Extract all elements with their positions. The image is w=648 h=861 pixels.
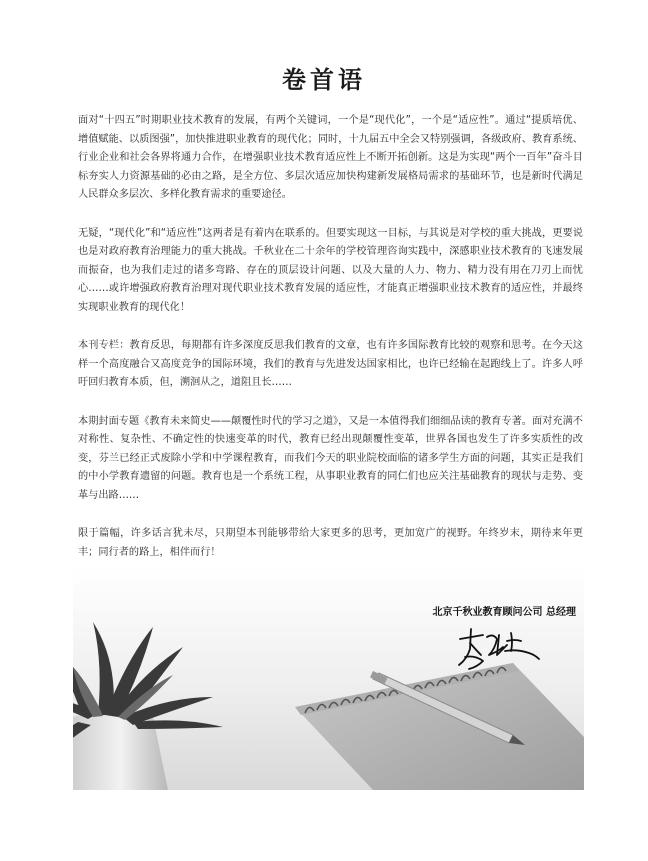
handwritten-signature-icon	[455, 625, 540, 675]
signature-image	[455, 625, 540, 675]
paragraph-5: 限于篇幅，许多话言犹未尽，只期望本刊能够带给大家更多的思考，更加宽广的视野。年终岁末，期待来年更丰；同行者的路上，相伴而行！	[78, 528, 583, 558]
paragraph-1: 面对“十四五”时期职业技术教育的发展，有两个关键词，一个是“现代化”，一个是“适应性”。通过“提质培优、增值赋能、以质图强”，加快推进职业教育的现代化；同时，十九届五中全会又特别强调，各级政府、教育系统、行业企业和社会各界将通力合作，在增强职业技术教育适应性上不断开拓创新。这是为实现“两个一百年”奋斗目标夯实人力资源基础的必由之路，是全方位、多层次适应加快构建新发展格局需求的基础环节，也是新时代满足人民群众多层次、多样化教育需求的重要途径。	[78, 115, 583, 200]
desk-photo	[73, 567, 584, 790]
paragraph-3: 本刊专栏：教育反思，每期都有许多深度反思我们教育的文章，也有许多国际教育比较的观察和思考。在今天这样一个高度融合又高度竞争的国际环境，我们的教育与先进发达国家相比，也许已经输在起跑线上了。许多人呼吁回归教育本质，但，溯洄从之，道阻且长……	[78, 340, 583, 388]
body-text	[78, 112, 583, 582]
page-title: 卷首语	[282, 66, 366, 94]
signature-title: 北京千秋业教育顾问公司 总经理	[432, 607, 576, 618]
paragraph-2: 无疑，“现代化”和“适应性”这两者是有着内在联系的。但要实现这一目标，与其说是对学校的重大挑战，更要说也是对政府教育治理能力的重大挑战。千秋业在二十余年的学校管理咨询实践中，深感职业技术教育的飞速发展而振奋，也为我们走过的诸多弯路、存在的顶层设计问题、以及大量的人力、物力、精力没有用在刀刃上而忧心……或许增强政府教育治理对现代职业技术教育发展的适应性，才能真正增强职业技术教育的适应性，并最终实现职业教育的现代化！	[78, 227, 583, 313]
desk-illustration	[73, 567, 584, 790]
paragraph-4: 本期封面专题《教育未来简史——颠覆性时代的学习之道》，又是一本值得我们细细品读的教育专著。面对充满不对称性、复杂性、不确定性的快速变革的时代，教育已经出现颠覆性变革，世界各国也发生了许多实质性的改变，芬兰已经正式废除小学和中学课程教育，而我们今天的职业院校面临的诸多学生方面的问题，其实正是我们的中小学教育遗留的问题。教育也是一个系统工程，从事职业教育的同仁们也应关注基础教育的现状与走势、变革与出路……	[78, 415, 583, 501]
